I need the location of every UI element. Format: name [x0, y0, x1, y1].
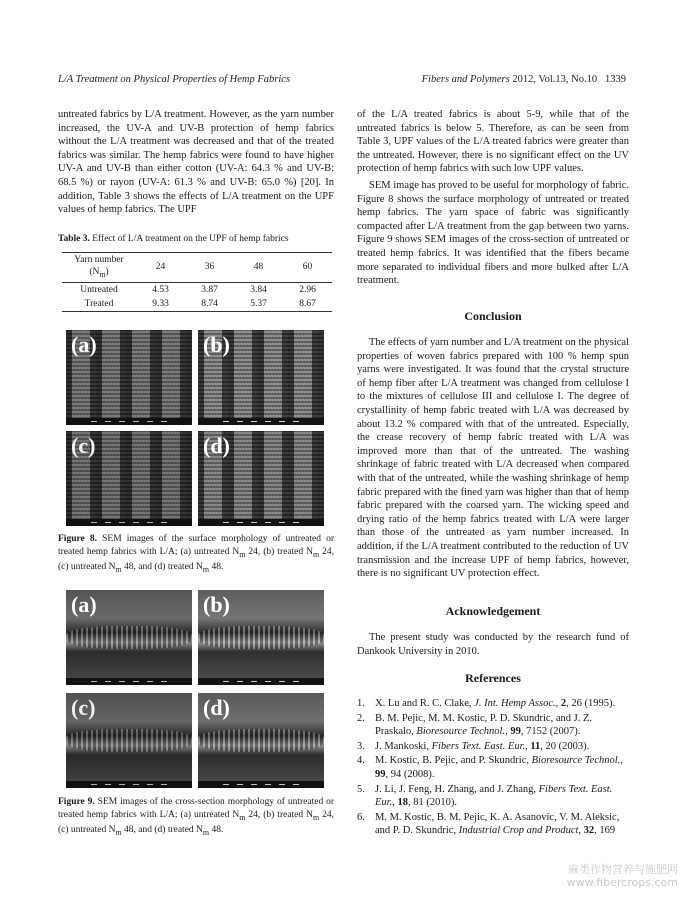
panel-label: (a): [71, 592, 97, 617]
table-cell: Treated: [62, 297, 136, 312]
panel-label: (d): [203, 695, 230, 720]
figure-8: [66, 330, 324, 526]
scale-bar: [198, 678, 324, 685]
scale-bar: [198, 781, 324, 788]
references-list: [357, 697, 629, 839]
acknowledgement-heading: Acknowledgement: [445, 604, 541, 618]
panel-label: (a): [71, 332, 97, 357]
sem-panel-a: [66, 590, 192, 685]
table-cell: 9.33: [136, 297, 185, 312]
table-cell: 3.84: [250, 284, 267, 295]
journal-volume: 2012, Vol.13, No.10: [512, 74, 598, 85]
conclusion-heading: Conclusion: [464, 309, 522, 323]
reference-item: 1. X. Lu and R. C. Clake, J. Int. Hemp Assoc., 2, 26 (1995).: [357, 698, 616, 709]
table-label: Table 3.: [58, 234, 90, 244]
table-cell: 5.37: [234, 297, 283, 312]
table-cell: 8.67: [283, 297, 332, 312]
table-cell: 3.87: [201, 284, 218, 295]
paragraph: untreated fabrics by L/A treatment. However, as the yarn number increased, the UV-A and UV-B protection of hemp fabrics without the L/A treatment was decreased and that of the treated fabrics was similar. The hemp fabrics were found to have higher UV-A and UV-B than either cotton (UV-A: 64.3 % and UV-B: 68.5 %) or rayon (UV-A: 61.3 % and UV-B: 65.0 %) [20]. In addition, Table 3 shows the effects of L/A treatment on the UPF values of hemp fabrics. The UPF: [58, 109, 334, 216]
scale-bar: [66, 418, 192, 425]
reference-item: 4. M. Kostic, B. Pejic, and P. Skundric, Bioresource Technol., 99, 94 (2008).: [357, 755, 623, 780]
upf-table: [62, 252, 332, 312]
table-cell: 8.74: [185, 297, 234, 312]
table-header-cell: Yarn number $(N_m)$: [62, 253, 136, 283]
conclusion-text: The effects of yarn number and L/A treatment on the physical properties of woven fabrics prepared with 100 % hemp spun yarns were investigated. It was found that the crystal structure of hemp fiber after L/A treatment was changed from cellulose I to the mixtures of cellulose III and cellulose I. The degree of crystallinity of hemp fabric treated with L/A was decreased by about 13.2 % compared with that of the untreated. Especially, the crease recovery of hemp fabric treated with L/A was improved more than that of the untreated. The washing shrinkage of fabric treated with L/A decreased when compared with that of the untreated, while the washing shrinkage of hemp fabric prepared with the fined yarn was higher than that of hemp fabric prepared with the coarsed yarn. The wicking speed and drying ratio of the hemp fabrics treated with L/A were larger than those of the untreated as yarn number increased. In addition, if the L/A treatment contributed to the reduction of UV transmission and the increase UPF of hemp fabrics, however, there is no significant UV protection effect.: [357, 337, 629, 580]
sem-panel-d: [198, 431, 324, 526]
scale-bar: [66, 519, 192, 526]
figure-8-caption: Figure 8. SEM images of the surface morphology of untreated or treated hemp fabrics with L/A; (a) untreated $N_m$ 24, (b) treated $N_m$ 24, (c) untreated $N_m$ 48, and (d) treated $N_m$ 48.: [58, 534, 335, 574]
sem-panel-b: [198, 330, 324, 425]
sem-panel-c: [66, 693, 192, 788]
panel-label: (c): [71, 695, 96, 720]
reference-item: 2. B. M. Pejic, M. M. Kostic, P. D. Skundric, and J. Z. Praskalo, Bioresource Technol., 99, 7152 (2007).: [357, 712, 593, 738]
acknowledgement-text: The present study was conducted by the research fund of Dankook University in 2010.: [357, 632, 629, 657]
figure-9: [66, 590, 324, 788]
table-header-row: [62, 253, 332, 283]
paragraph: of the L/A treated fabrics is about 5-9, while that of the untreated fabrics is below 5. Therefore, as can be seen from Table 3, UPF values of the L/A treated fabrics were greater than the untreated. However, there is no significant effect on the UV protection of hemp fabrics with such low UPF values.: [357, 109, 629, 175]
scale-bar: [66, 678, 192, 685]
reference-item: 6. M. M. Kostic, B. M. Pejic, K. A. Asanovic, V. M. Aleksic, and P. D. Skundric, Industrial Crop and Product, 32, 169: [357, 811, 620, 837]
journal-name: Fibers and Polymers: [421, 74, 510, 85]
sem-panel-a: [66, 330, 192, 425]
references-heading: References: [465, 671, 521, 685]
table-cell: 2.96: [299, 284, 316, 295]
page-number: 1339: [605, 74, 626, 85]
table-caption: [58, 234, 289, 244]
table-header-cell: 60: [283, 253, 332, 283]
table-cell: 4.53: [152, 284, 169, 295]
table-header-cell: 36: [185, 253, 234, 283]
journal-info: [422, 74, 626, 85]
panel-label: (c): [71, 433, 96, 458]
sem-panel-c: [66, 431, 192, 526]
panel-label: (d): [203, 433, 230, 458]
sem-panel-d: [198, 693, 324, 788]
panel-label: (b): [203, 592, 230, 617]
scale-bar: [198, 519, 324, 526]
running-title: L/A Treatment on Physical Properties of Hemp Fabrics: [58, 74, 291, 85]
table-header-cell: 48: [234, 253, 283, 283]
left-column-text: [58, 108, 334, 217]
sem-panel-b: [198, 590, 324, 685]
table-row: [62, 282, 332, 297]
right-column-text: [357, 108, 629, 288]
panel-label: (b): [203, 332, 230, 357]
reference-item: 5. J. Li, J. Feng, H. Zhang, and J. Zhang, Fibers Text. East. Eur., 18, 81 (2010).: [357, 783, 613, 809]
scale-bar: [66, 781, 192, 788]
watermark: 麻类作物营养与施肥网 www.fibercrops.com: [566, 863, 678, 889]
figure-9-caption: Figure 9. SEM images of the cross-section morphology of untreated or treated hemp fabrics with L/A; (a) untreated $N_m$ 24, (b) treated $N_m$ 24, (c) untreated $N_m$ 48, and (d) treated $N_m$ 48.: [58, 797, 335, 837]
paragraph: SEM image has proved to be useful for morphology of fabric. Figure 8 shows the surface morphology of untreated or treated hemp fabrics. The yarn space of fabric was significantly compacted after L/A treatment from the gap between two yarns. Figure 9 shows SEM images of the cross-section of untreated or treated hemp fabrics. It was identified that the fibers became more separated to individual fibers and more bulked after L/A treatment.: [357, 179, 629, 287]
table-caption-text: Effect of L/A treatment on the UPF of hemp fabrics: [92, 234, 289, 244]
table-header-cell: 24: [136, 253, 185, 283]
scale-bar: [198, 418, 324, 425]
table-cell: Untreated: [80, 284, 118, 295]
table-row: [62, 297, 332, 312]
reference-item: 3. J. Mankoski, Fibers Text. East. Eur., 11, 20 (2003).: [357, 740, 590, 752]
